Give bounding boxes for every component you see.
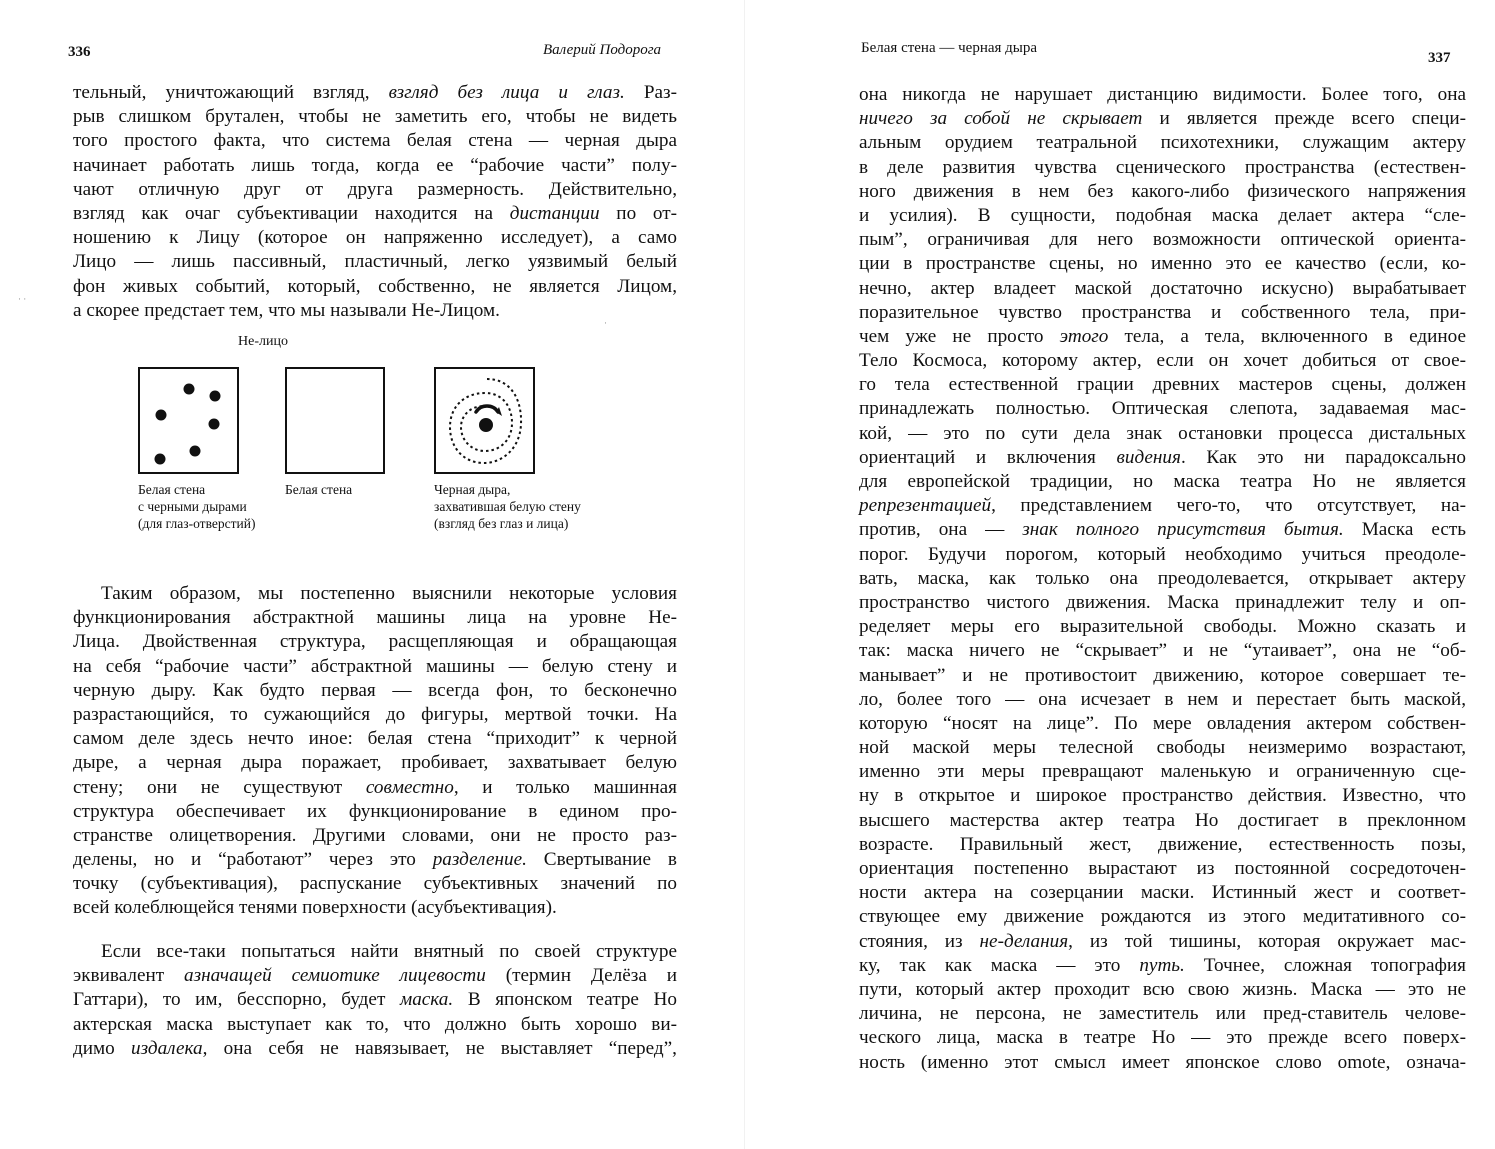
figure-label-white-wall-with-holes	[138, 481, 255, 532]
text-run: Таким образом, мы постепенно выяснили некоторые условия	[101, 583, 677, 604]
text-run: начинает работать лишь тогда, когда ее “рабочие части” полу-	[73, 154, 677, 176]
text-run: ориентаций и включения	[859, 446, 1117, 468]
figure-label-white-wall	[285, 481, 352, 498]
text-line	[859, 905, 1466, 929]
body-text-right	[859, 83, 1466, 1075]
text-run: пым”, ограничивая для него возможности оптической ориента-	[859, 229, 1466, 251]
text-run: для европейской традиции, но маска театра Но не является	[859, 471, 1466, 492]
text-line	[73, 679, 677, 703]
text-run: на себя “рабочие части” абстрактной машины — белую стену и	[73, 655, 677, 677]
italic-text: путь.	[1139, 954, 1185, 976]
text-line	[859, 397, 1466, 421]
text-run: личина, не персона, не заместитель или пред-ставитель челове-	[859, 1003, 1466, 1025]
figure-label-line: с черными дырами	[138, 499, 247, 514]
text-line	[859, 857, 1466, 881]
text-run: возрасте. Правильный жест, движение, естественность позы,	[859, 833, 1466, 855]
text-line	[859, 930, 1466, 954]
text-run: именно эти меры превращают маленькую и ограниченную сце-	[859, 761, 1466, 783]
text-line	[859, 567, 1466, 591]
text-run: альным орудием театральной психотехники, служащим актеру	[859, 132, 1466, 154]
text-line	[859, 180, 1466, 204]
figure-label-line: Черная дыра,	[434, 482, 511, 497]
text-run: и усилия). В сущности, подобная маска делает актера “сле-	[859, 204, 1466, 226]
text-run: Лицо — лишь пассивный, пластичный, легко уязвимый белый	[73, 251, 677, 273]
text-line	[859, 156, 1466, 180]
figure-label-line: (взгляд без глаз и лица)	[434, 516, 569, 531]
italic-text: совместно	[365, 776, 454, 798]
italic-text: разделение.	[432, 849, 527, 871]
text-line	[73, 776, 677, 800]
text-line	[859, 1051, 1466, 1075]
text-run: го тела естественной грации древних мастеров сцены, должен	[859, 374, 1466, 396]
text-run: нечно, актер владеет маской достаточно искусно) вырабатывает	[859, 277, 1466, 299]
text-line	[859, 228, 1466, 252]
text-run: ность (именно этот смысл имеет японское слово omote, означа-	[859, 1051, 1466, 1073]
white-wall-with-holes-panel	[138, 367, 239, 474]
figure-title: Не-лицо	[238, 334, 288, 349]
text-run: ческого лица, маска в театре Но — это прежде всего поверх-	[859, 1027, 1466, 1049]
text-run: ну в открытое и широкое пространство действия. Известно, что	[859, 785, 1466, 807]
text-run: точку (субъективация), распускание субъективных значений по	[73, 873, 677, 895]
text-run: ной маской меры телесной свободы неизмеримо возрастают,	[859, 737, 1466, 759]
text-line	[859, 325, 1466, 349]
text-run: рыв слишком брутален, чтобы не заметить его, чтобы не видеть	[73, 106, 677, 128]
text-line	[859, 881, 1466, 905]
text-run: а скорее предстает тем, что мы называли Не-Лицом.	[73, 299, 500, 321]
text-run: которую “носят на лице”. По мере овладения актером собствен-	[859, 712, 1466, 734]
left-page	[0, 0, 745, 1149]
running-head-author: Валерий Подорога	[543, 42, 662, 58]
text-line	[73, 896, 677, 920]
text-line	[859, 422, 1466, 446]
text-line	[73, 727, 677, 751]
text-run: структура обеспечивает их функционирование в едином про-	[73, 800, 677, 822]
text-run: ствующее ему движение рождаются из этого медитативного со-	[859, 906, 1466, 928]
text-line	[73, 1013, 677, 1037]
text-run: В японском театре Но	[453, 989, 677, 1011]
text-run: против, она —	[859, 519, 1023, 541]
text-line	[73, 299, 677, 323]
text-line	[73, 1037, 677, 1061]
italic-text: дистанции	[509, 202, 600, 224]
text-line	[73, 250, 677, 274]
text-line	[73, 988, 677, 1012]
italic-text: знак полного присутствия бытия.	[1022, 519, 1344, 541]
text-line	[73, 226, 677, 250]
text-run: и является прежде всего специ-	[1142, 108, 1466, 130]
text-line	[73, 940, 677, 964]
text-run: чем уже не просто	[859, 325, 1060, 347]
text-run: Свертывание в	[526, 849, 677, 871]
text-line	[73, 703, 677, 727]
text-line	[73, 751, 677, 775]
text-line	[859, 131, 1466, 155]
text-run: пути, который актер проходит всю свою жизнь. Маска — это не	[859, 978, 1466, 1000]
text-run: поразительное чувство пространства и собственного тела, при-	[859, 301, 1466, 323]
text-run: ношению к Лицу (которое он напряженно исследует), а само	[73, 227, 677, 249]
figure-label-line: захватившая белую стену	[434, 499, 581, 514]
text-line	[73, 824, 677, 848]
figure-label-line: Белая стена	[285, 482, 353, 497]
text-run: разрастающийся, то сужающийся до фигуры, мертвой точки. На	[73, 703, 677, 725]
text-run: тельный, уничтожающий взгляд,	[73, 82, 389, 103]
italic-text: не-делания	[979, 930, 1069, 952]
text-line	[859, 1002, 1466, 1026]
text-line	[859, 277, 1466, 301]
page-number-right: 337	[1428, 50, 1451, 66]
text-run: Тело Космоса, которому актер, если он хочет добиться от свое-	[859, 350, 1466, 372]
text-run: всей колеблющейся тенями поверхности (асубъективация).	[73, 897, 557, 919]
text-run: (термин Делёза и	[485, 965, 677, 987]
text-run: вать, маска, как только она преодолевается, открывает актеру	[859, 567, 1466, 589]
text-line	[859, 204, 1466, 228]
text-line	[859, 784, 1466, 808]
text-line	[859, 494, 1466, 518]
italic-text: издалека	[131, 1037, 203, 1059]
text-run: тела, а тела, включенного в единое	[1108, 325, 1467, 347]
text-run: она никогда не нарушает дистанцию видимости. Более того, она	[859, 84, 1466, 105]
text-run: ности актера на созерцании маски. Истинный жест и соответ-	[859, 882, 1466, 904]
text-line	[859, 615, 1466, 639]
figure-label-black-hole	[434, 481, 581, 532]
text-run: так: маска ничего не “скрывает” и не “утаивает”, она не “об-	[859, 640, 1466, 662]
text-line	[859, 760, 1466, 784]
page-number-left: 336	[68, 44, 91, 60]
text-line	[859, 373, 1466, 397]
text-line	[73, 105, 677, 129]
text-run: делены, но и “работают” через это	[73, 849, 433, 871]
text-line	[859, 1026, 1466, 1050]
text-run: . Как это ни парадоксально	[1180, 446, 1466, 468]
text-run: Если все-таки попытаться найти внятный по своей структуре	[101, 941, 677, 962]
text-line	[859, 349, 1466, 373]
body-text-paragraph-3	[73, 940, 677, 1061]
text-run: ориентация постепенно вырастают из постоянной сосредоточен-	[859, 858, 1466, 879]
text-run: Гаттари), то им, бесспорно, будет	[73, 989, 400, 1011]
text-run: принадлежать полностью. Оптическая слепота, задаваемая мас-	[859, 398, 1466, 420]
right-page	[745, 0, 1495, 1149]
text-line	[859, 301, 1466, 325]
text-run: актерская маска выступает как то, что должно быть хорошо ви-	[73, 1013, 677, 1035]
text-run: эквивалент	[73, 965, 184, 987]
text-run: чают отличную друг от друга размерность. Действительно,	[73, 178, 677, 200]
text-line	[73, 154, 677, 178]
text-run: дыре, а черная дыра поражает, пробивает, захватывает белую	[73, 752, 677, 774]
text-line	[73, 800, 677, 824]
scan-speck: · ·	[18, 294, 27, 304]
text-line	[859, 688, 1466, 712]
scan-speck: ·	[604, 318, 607, 328]
text-run: кой, — это по сути дела знак остановки процесса дистальных	[859, 422, 1466, 444]
text-line	[859, 639, 1466, 663]
text-line	[73, 129, 677, 153]
body-text-paragraph-1	[73, 81, 677, 323]
text-line	[859, 833, 1466, 857]
text-run: высшего мастерства актер театра Но достигает в преклонном	[859, 809, 1466, 831]
text-line	[73, 872, 677, 896]
text-run: порог. Будучи порогом, который необходимо учиться преодоле-	[859, 543, 1466, 565]
figure-label-line: Белая стена	[138, 482, 206, 497]
text-line	[73, 630, 677, 654]
text-line	[859, 518, 1466, 542]
body-text-paragraph-2	[73, 582, 677, 921]
italic-text: этого	[1059, 325, 1109, 347]
text-line	[859, 83, 1466, 107]
text-run: , представлением чего-то, что отсутствует, на-	[991, 495, 1466, 517]
white-wall-panel	[285, 367, 385, 474]
text-run: , она себя не навязывает, не выставляет “перед”,	[202, 1037, 677, 1059]
black-holes-dots	[140, 369, 241, 476]
text-run: стену; они не существуют	[73, 776, 366, 798]
text-run: ло, более того — она исчезает в нем и перестает быть маской,	[859, 688, 1466, 710]
text-line	[73, 81, 677, 105]
text-line	[859, 736, 1466, 760]
running-head-title: Белая стена — черная дыра	[861, 40, 1038, 56]
black-hole-panel	[434, 367, 535, 474]
italic-text: видения	[1116, 446, 1181, 468]
text-line	[859, 446, 1466, 470]
text-line	[73, 582, 677, 606]
text-line	[859, 470, 1466, 494]
italic-text: репрезентацией	[859, 495, 992, 517]
text-line	[859, 809, 1466, 833]
italic-text: ничего за собой не скрывает	[859, 108, 1143, 130]
text-run: по от-	[599, 202, 678, 224]
spiral-black-hole-icon	[436, 369, 537, 476]
text-line	[859, 954, 1466, 978]
text-run: ции в пространстве сцены, но именно это ее качество (если, ко-	[859, 253, 1466, 275]
text-line	[859, 252, 1466, 276]
text-run: ного движения в нем без какого-либо физического напряжения	[859, 180, 1466, 202]
text-run: функционирования абстрактной машины лица на уровне Не-	[73, 607, 677, 629]
text-run: странстве олицетворения. Другими словами, они не просто раз-	[73, 824, 677, 846]
text-line	[73, 178, 677, 202]
italic-text: маска.	[399, 989, 454, 1011]
text-run: Лица. Двойственная структура, расщепляющая и обращающая	[73, 631, 677, 653]
text-line	[73, 202, 677, 226]
text-run: Точнее, сложная топография	[1184, 954, 1466, 976]
text-line	[73, 848, 677, 872]
text-line	[73, 964, 677, 988]
text-run: ку, так как маска — это	[859, 954, 1140, 976]
text-run: димо	[73, 1037, 132, 1059]
text-line	[73, 275, 677, 299]
text-line	[73, 655, 677, 679]
text-run: Маска есть	[1343, 519, 1466, 541]
text-run: , и только машинная	[453, 776, 677, 798]
text-run: ределяет меры его выразительной свободы. Можно сказать и	[859, 616, 1466, 638]
text-line	[859, 664, 1466, 688]
text-line	[73, 606, 677, 630]
text-line	[859, 107, 1466, 131]
text-run: в деле развития чувства сценического пространства (естествен-	[859, 156, 1466, 178]
text-line	[859, 712, 1466, 736]
text-line	[859, 978, 1466, 1002]
text-line	[859, 591, 1466, 615]
text-run: , из той тишины, которая окружает мас-	[1068, 930, 1466, 952]
italic-text: азначащей семиотике лицевости	[183, 965, 486, 987]
text-run: черную дыру. Как будто первая — всегда фон, то бесконечно	[73, 679, 677, 701]
text-run: взгляд как очаг субъективации находится на	[73, 202, 510, 224]
text-run: фон живых событий, который, собственно, не является Лицом,	[73, 275, 677, 297]
text-run: пространство чистого движения. Маска принадлежит телу и оп-	[859, 591, 1466, 613]
text-run: манывает” и не противостоит движению, которое совершает те-	[859, 664, 1466, 686]
figure-label-line: (для глаз-отверстий)	[138, 516, 256, 531]
text-line	[859, 543, 1466, 567]
italic-text: взгляд без лица и глаз.	[388, 82, 625, 103]
text-run: стояния, из	[859, 930, 980, 952]
text-run: того простого факта, что система белая стена — черная дыра	[73, 130, 677, 152]
text-run: самом деле здесь нечто иное: белая стена “приходит” к черной	[73, 728, 677, 750]
text-run: Раз-	[624, 82, 677, 103]
